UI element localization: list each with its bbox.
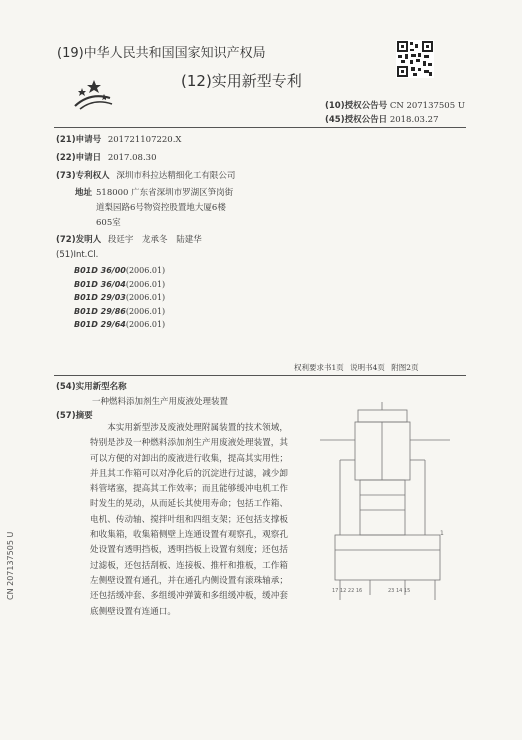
- filing-date: 2017.08.30: [107, 153, 157, 163]
- abstract-label: (57)摘要: [56, 411, 93, 421]
- publication-date-label: (45)授权公告日: [325, 115, 388, 125]
- address-line-2: 道梨园路6号物资控股置地大厦6楼: [96, 203, 226, 213]
- address-line-3: 605室: [96, 218, 121, 228]
- header-rule: [54, 127, 466, 128]
- utility-model-title: 一种燃料添加剂生产用废液处理装置: [92, 397, 229, 407]
- abstract-text: 本实用新型涉及废液处理附属装置的技术领域，特别是涉及一种燃料添加剂生产用废液处理装置，其可以方便的对卸出的废液进行收集，提高其实用性；并且其工作箱可以对净化后的沉淀进行过滤，减少卸料管堵塞，提高其工作效率；而且能够缓冲电机工作时发生的晃动，从而延长其使用寿命；包括工作箱、电机、传动轴、搅拌叶组和四组支架；还包括支撑板和收集箱，收集箱侧壁上连通设置有观察孔，观察孔处设置有透明挡板，透明挡板上设置有刻度；还包括过滤板，还包括刮板、连接板、推杆和推板，工作箱左侧壁设置有通孔，并在通孔内侧设置有滚珠轴承；还包括缓冲套、多组缓冲弹簧和多组缓冲板，缓冲套底侧壁设置有连通口。: [90, 423, 288, 617]
- inventors-label: (72)发明人: [56, 235, 102, 245]
- inventors: 段廷宇 龙承冬 陆建华: [107, 235, 202, 245]
- drawing-reference-label: 23 14 15: [388, 588, 411, 594]
- filing-date-label: (22)申请日: [56, 153, 102, 163]
- representative-drawing: [300, 400, 472, 615]
- publication-number-line: [325, 99, 465, 111]
- drawing-reference-label: 1: [440, 530, 444, 537]
- inventors-line: [56, 233, 202, 245]
- patentee-label: (73)专利权人: [56, 171, 110, 181]
- issuing-authority: (19)中华人民共和国国家知识产权局: [57, 46, 266, 61]
- patentee-line: [56, 169, 235, 181]
- page-count-line: 权利要求书1页 说明书4页 附图2页: [294, 363, 419, 372]
- intcl-label: (51)Int.Cl.: [56, 250, 99, 260]
- filing-date-line: [56, 151, 156, 163]
- patentee: 深圳市科拉达精细化工有限公司: [116, 171, 236, 181]
- ipc-list: [74, 264, 165, 332]
- drawing-reference-label: 17 12 22 16: [332, 588, 363, 594]
- cnipa-emblem-icon: [72, 78, 114, 110]
- ipc-entry: B01D 29/64(2006.01): [74, 320, 166, 330]
- document-type: (12)实用新型专利: [181, 72, 302, 90]
- ipc-entry: B01D 29/86(2006.01): [74, 306, 166, 316]
- application-number-label: (21)申请号: [56, 135, 102, 145]
- qr-code-icon: [396, 40, 434, 78]
- abstract-text-block: [90, 421, 288, 620]
- ipc-entry: B01D 29/03(2006.01): [74, 293, 166, 303]
- ipc-entry: B01D 36/00(2006.01): [74, 266, 166, 275]
- middle-rule: [54, 375, 466, 376]
- publication-date-line: [325, 113, 438, 125]
- side-publication-number: CN 207137505 U: [6, 531, 15, 600]
- publication-number: CN 207137505 U: [389, 101, 465, 111]
- address-line-1: 518000 广东省深圳市罗湖区笋岗街: [96, 188, 234, 198]
- application-number-line: [56, 133, 181, 145]
- title-label: (54)实用新型名称: [56, 382, 127, 392]
- address-label: 地址: [75, 188, 93, 198]
- application-number: 201721107220.X: [107, 135, 182, 145]
- ipc-entry: B01D 36/04(2006.01): [74, 279, 166, 289]
- publication-date: 2018.03.27: [389, 115, 439, 125]
- publication-number-label: (10)授权公告号: [325, 101, 388, 111]
